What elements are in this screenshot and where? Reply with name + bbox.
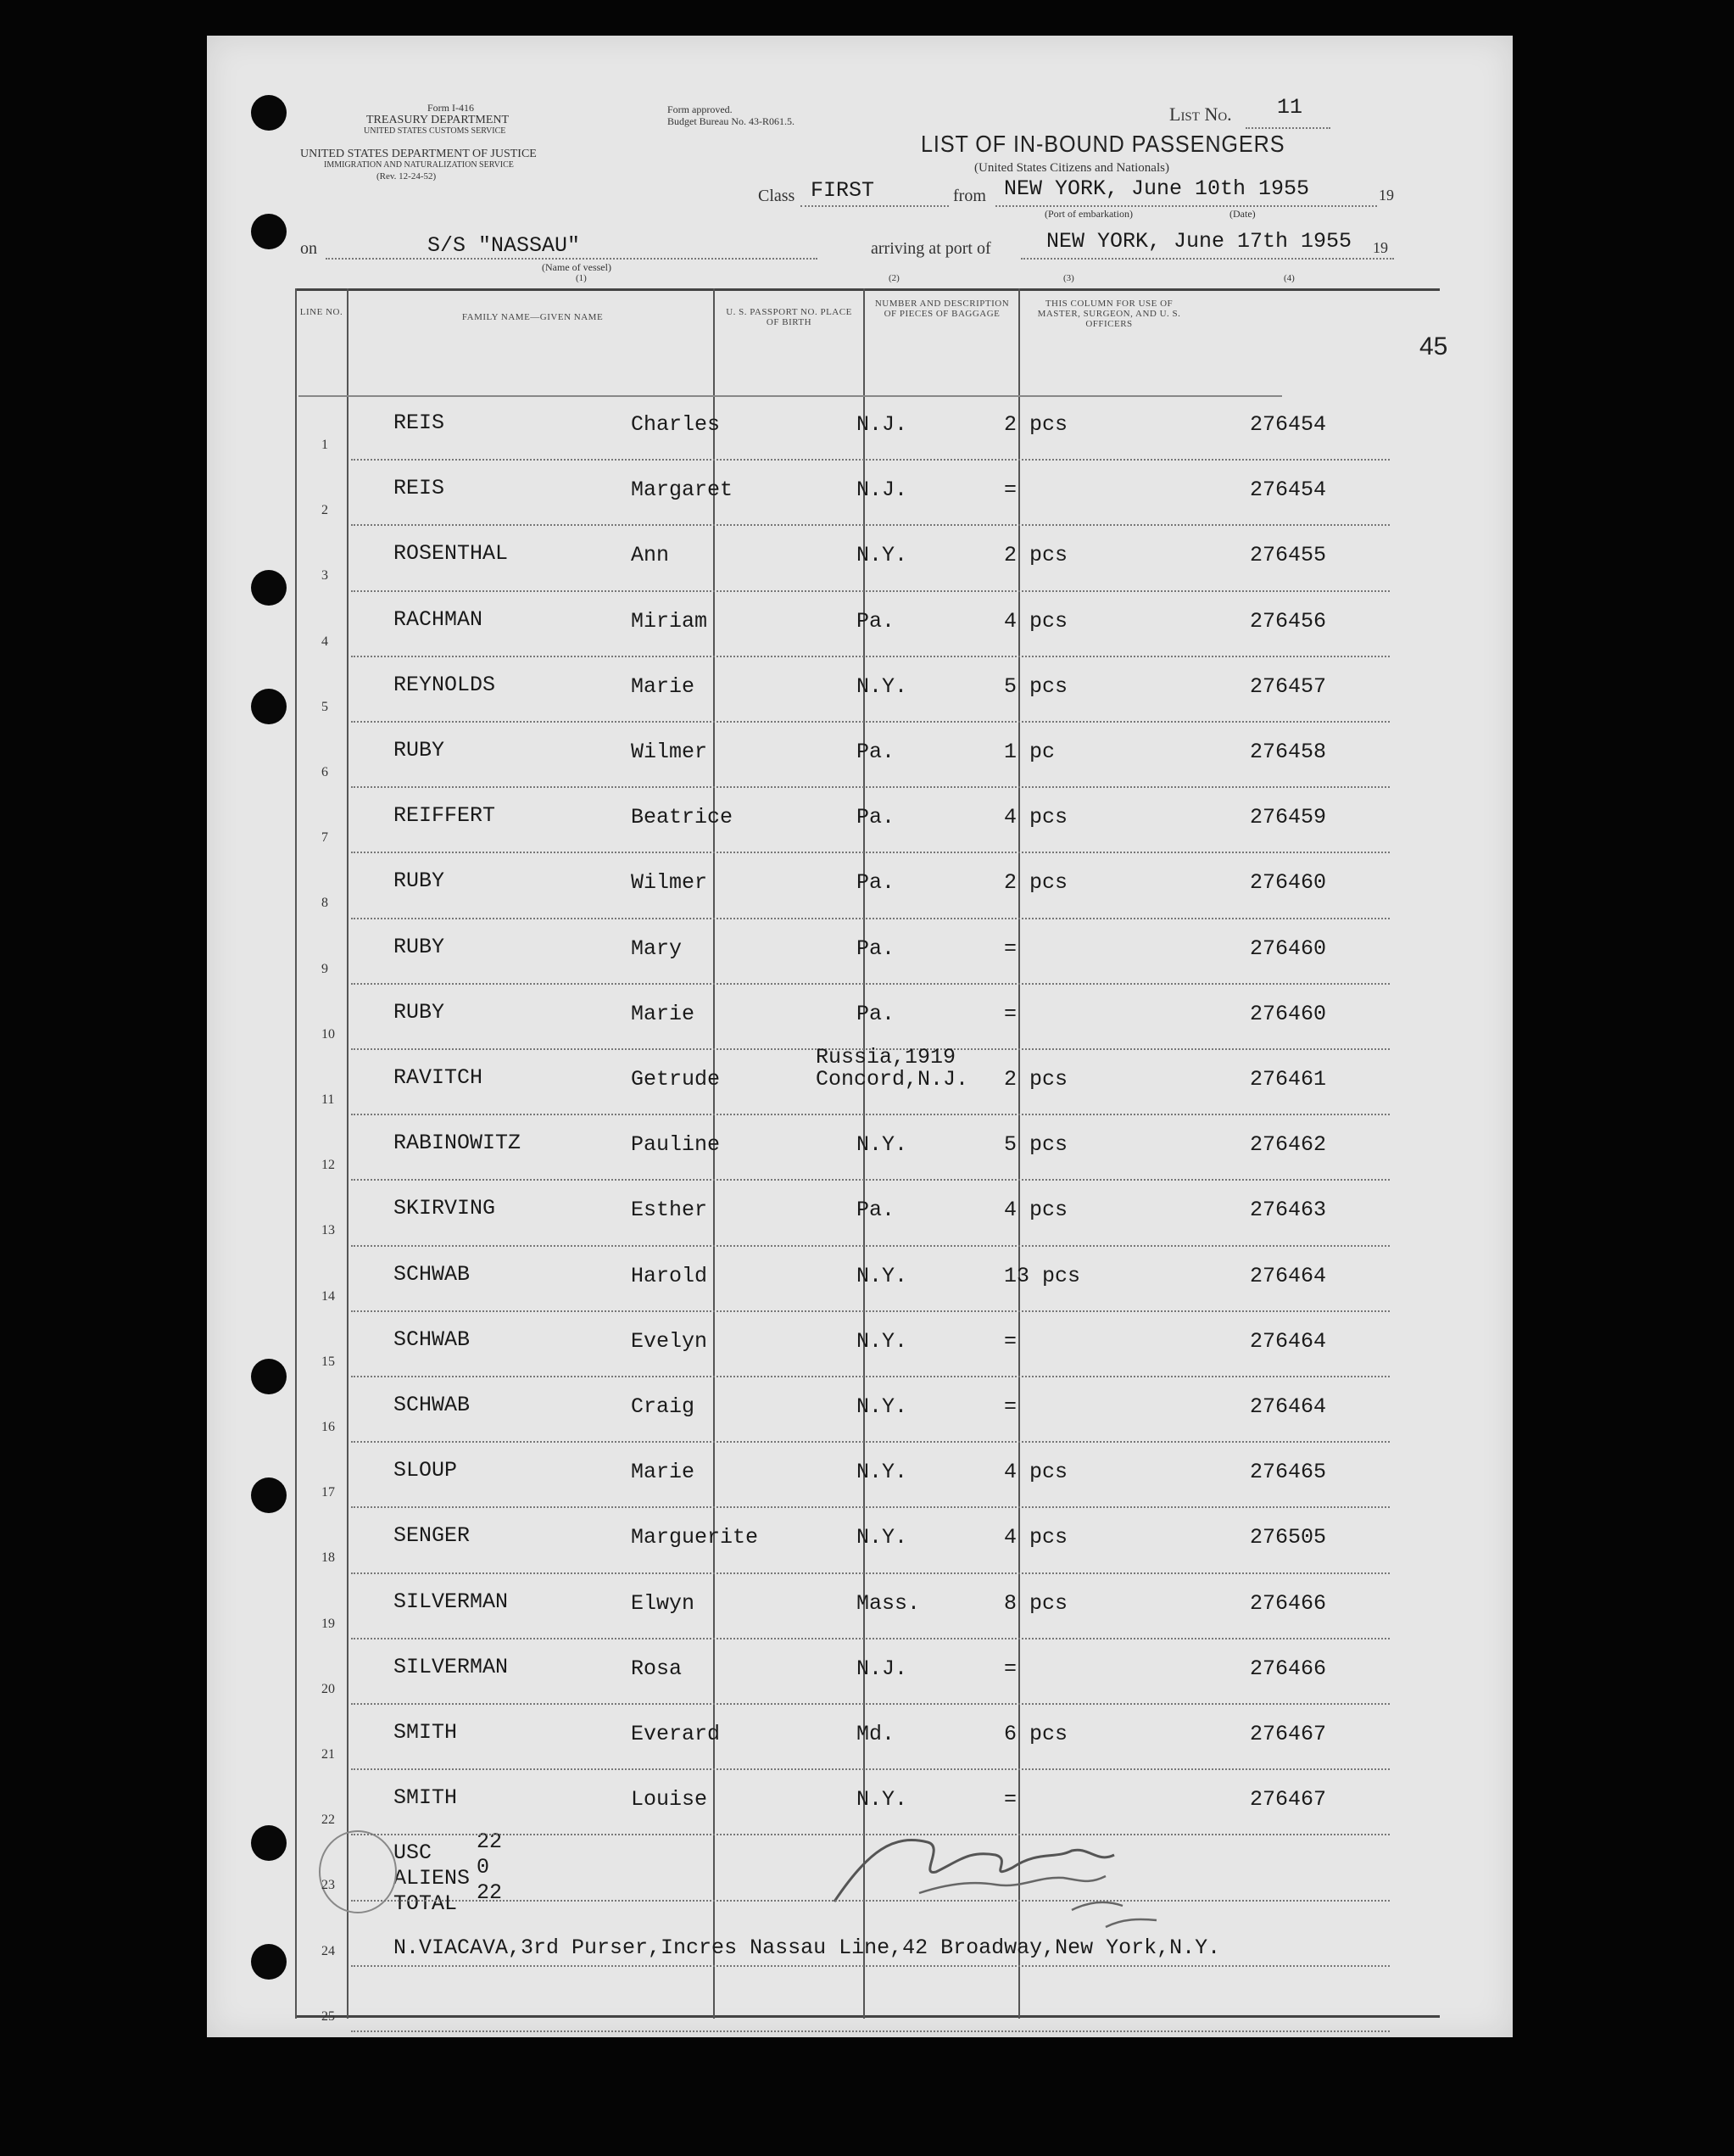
row-line-number: 4 — [321, 634, 328, 649]
row-divider — [351, 1376, 1390, 1377]
given-name: Pauline — [631, 1132, 721, 1158]
date-caption: (Date) — [1229, 208, 1256, 220]
row-line-number: 5 — [321, 699, 328, 714]
given-name: Getrude — [631, 1067, 721, 1092]
revision-label: (Rev. 12-24-52) — [376, 171, 437, 182]
form-approved: Form approved. — [667, 103, 733, 115]
row-line-number: 7 — [321, 830, 328, 846]
baggage: = — [1004, 478, 1018, 503]
given-name: Craig — [631, 1394, 695, 1419]
officer-number: 276457 — [1250, 673, 1327, 699]
baggage: 4 pcs — [1004, 1460, 1068, 1485]
customs-label: UNITED STATES CUSTOMS SERVICE — [364, 126, 506, 136]
total-label: TOTAL — [393, 1891, 458, 1916]
pencil-circle-mark — [309, 1825, 410, 1919]
row-divider — [351, 590, 1390, 592]
birth-place: N.Y. — [856, 1132, 908, 1158]
family-name: SILVERMAN — [393, 1654, 509, 1679]
baggage: 6 pcs — [1004, 1722, 1068, 1746]
birth-place: N.Y. — [856, 1525, 908, 1550]
page-number: 45 — [1419, 332, 1448, 360]
family-name: SENGER — [393, 1523, 471, 1549]
col-header-baggage: NUMBER AND DESCRIPTION OF PIECES OF BAGGAGE — [874, 299, 1010, 319]
given-name: Beatrice — [631, 805, 733, 830]
total-count: 22 — [477, 1880, 503, 1905]
given-name: Everard — [631, 1722, 721, 1746]
given-name: Marie — [631, 673, 695, 699]
officer-number: 276464 — [1250, 1394, 1327, 1419]
from-value: NEW YORK, June 10th 1955 — [1004, 176, 1310, 201]
row-line-number: 17 — [321, 1485, 335, 1500]
col-header-passport: U. S. PASSPORT NO. PLACE OF BIRTH — [726, 307, 852, 327]
row-divider — [351, 1768, 1390, 1770]
birth-place: N.Y. — [856, 673, 908, 699]
row-divider — [351, 524, 1390, 526]
birth-place: Pa. — [856, 1198, 895, 1223]
family-name: RAVITCH — [393, 1065, 483, 1090]
row-divider — [351, 1245, 1390, 1247]
row-divider — [351, 1114, 1390, 1115]
officer-number: 276460 — [1250, 1001, 1327, 1026]
row-line-number: 20 — [321, 1681, 335, 1696]
row-divider — [351, 1506, 1390, 1508]
row-divider — [351, 459, 1390, 461]
family-name: RABINOWITZ — [393, 1131, 521, 1156]
family-name: RACHMAN — [393, 606, 483, 632]
row-divider — [351, 656, 1390, 657]
caption-3: (3) — [1063, 273, 1074, 283]
row-divider — [351, 852, 1390, 853]
row-line-number: 13 — [321, 1223, 335, 1238]
given-name: Ann — [631, 543, 670, 568]
binder-hole — [251, 1944, 287, 1980]
baggage: 4 pcs — [1004, 608, 1068, 634]
class-label: Class — [758, 187, 795, 205]
row-line-number: 24 — [321, 1943, 335, 1958]
purser-line: N.VIACAVA,3rd Purser,Incres Nassau Line,42 Broadway,New York,N.Y. — [393, 1935, 1221, 1960]
col-header-line: LINE NO. — [299, 307, 343, 317]
row-divider — [351, 1965, 1390, 1967]
baggage: 4 pcs — [1004, 1525, 1068, 1550]
officer-number: 276463 — [1250, 1198, 1327, 1223]
given-name: Wilmer — [631, 740, 708, 764]
baggage: 2 pcs — [1004, 412, 1068, 437]
given-name: Harold — [631, 1263, 708, 1288]
birth-place: Pa. — [856, 870, 895, 896]
officer-number: 276455 — [1250, 543, 1327, 568]
row-line-number: 23 — [321, 1878, 335, 1893]
binder-hole — [251, 570, 287, 606]
row-divider — [351, 1638, 1390, 1639]
officer-number: 276505 — [1250, 1525, 1327, 1550]
baggage: 4 pcs — [1004, 1198, 1068, 1223]
row-line-number: 16 — [321, 1420, 335, 1434]
row-line-number: 18 — [321, 1550, 335, 1566]
given-name: Evelyn — [631, 1328, 708, 1354]
baggage: = — [1004, 1787, 1018, 1812]
birth-place-extra: Russia,1919 — [816, 1045, 956, 1070]
family-name: ROSENTHAL — [393, 541, 509, 567]
baggage: 5 pcs — [1004, 1132, 1068, 1158]
form-number: Form I-416 — [427, 102, 474, 114]
given-name: Margaret — [631, 478, 733, 503]
totals-values — [477, 1829, 502, 1906]
baggage: 2 pcs — [1004, 543, 1068, 568]
officer-number: 276466 — [1250, 1656, 1327, 1681]
row-line-number: 14 — [321, 1288, 335, 1304]
binder-hole — [251, 1359, 287, 1394]
officer-number: 276464 — [1250, 1263, 1327, 1288]
officer-number: 276465 — [1250, 1460, 1327, 1485]
officer-number: 276459 — [1250, 805, 1327, 830]
row-line-number: 25 — [321, 2008, 335, 2024]
officer-number: 276460 — [1250, 870, 1327, 896]
birth-place: Pa. — [856, 608, 895, 634]
row-divider — [351, 983, 1390, 985]
officer-signature — [817, 1800, 1207, 1944]
officer-number: 276462 — [1250, 1132, 1327, 1158]
birth-place: Pa. — [856, 805, 895, 830]
birth-place: Mass. — [856, 1590, 921, 1616]
officer-number: 276454 — [1250, 478, 1327, 503]
row-divider — [351, 2030, 1390, 2032]
baggage: 4 pcs — [1004, 805, 1068, 830]
birth-place: N.Y. — [856, 1328, 908, 1354]
birth-place: Pa. — [856, 936, 895, 961]
row-divider — [351, 918, 1390, 919]
family-name: SCHWAB — [393, 1393, 471, 1417]
given-name: Charles — [631, 412, 721, 437]
family-name: SLOUP — [393, 1458, 458, 1483]
arriving-label: arriving at port of — [871, 239, 991, 258]
family-name: SMITH — [393, 1785, 458, 1811]
birth-place: Concord,N.J. — [816, 1067, 969, 1092]
birth-place: N.Y. — [856, 1787, 908, 1812]
baggage: = — [1004, 1001, 1018, 1026]
family-name: SKIRVING — [393, 1196, 496, 1221]
row-line-number: 22 — [321, 1812, 335, 1828]
officer-number: 276467 — [1250, 1722, 1327, 1746]
officer-number: 276467 — [1250, 1787, 1327, 1812]
caption-1: (1) — [576, 273, 587, 283]
row-divider — [351, 1441, 1390, 1443]
row-divider — [351, 1572, 1390, 1574]
arriving-value: NEW YORK, June 17th 1955 — [1046, 229, 1352, 254]
port-caption: (Port of embarkation) — [1045, 208, 1133, 220]
family-name: SCHWAB — [393, 1327, 471, 1352]
family-name: RUBY — [393, 999, 445, 1025]
given-name: Marguerite — [631, 1525, 759, 1550]
birth-place: N.Y. — [856, 1394, 908, 1419]
birth-place: N.Y. — [856, 1263, 908, 1288]
baggage: = — [1004, 1328, 1018, 1354]
given-name: Rosa — [631, 1656, 683, 1681]
binder-hole — [251, 689, 287, 724]
family-name: SCHWAB — [393, 1261, 471, 1287]
binder-hole — [251, 1825, 287, 1861]
binder-hole — [251, 1477, 287, 1513]
birth-place: N.J. — [856, 412, 908, 437]
row-line-number: 19 — [321, 1616, 335, 1631]
row-divider — [351, 1834, 1390, 1835]
officer-number: 276464 — [1250, 1328, 1327, 1354]
birth-place: N.Y. — [856, 543, 908, 568]
caption-2: (2) — [889, 273, 900, 283]
officer-number: 276456 — [1250, 608, 1327, 634]
row-divider — [351, 721, 1390, 723]
aliens-count: 0 — [477, 1855, 490, 1880]
officer-number: 276461 — [1250, 1067, 1327, 1092]
row-line-number: 6 — [321, 765, 328, 779]
row-line-number: 9 — [321, 961, 328, 976]
officer-number: 276458 — [1250, 740, 1327, 764]
row-divider — [351, 786, 1390, 788]
binder-hole — [251, 214, 287, 249]
baggage: = — [1004, 936, 1018, 961]
col-header-name: FAMILY NAME—GIVEN NAME — [461, 312, 604, 322]
from-year: 19 — [1379, 187, 1394, 204]
family-name: SMITH — [393, 1720, 458, 1745]
vessel-name: S/S "NASSAU" — [427, 233, 581, 258]
family-name: REYNOLDS — [393, 672, 496, 697]
baggage: 13 pcs — [1004, 1263, 1081, 1288]
family-name: SILVERMAN — [393, 1589, 509, 1614]
row-line-number: 11 — [321, 1092, 335, 1107]
birth-place: N.Y. — [856, 1460, 908, 1485]
given-name: Louise — [631, 1787, 708, 1812]
row-line-number: 15 — [321, 1354, 335, 1369]
given-name: Mary — [631, 936, 683, 961]
baggage: 8 pcs — [1004, 1590, 1068, 1616]
list-no-value: 11 — [1277, 95, 1303, 120]
vessel-caption: (Name of vessel) — [542, 261, 611, 273]
row-line-number: 8 — [321, 896, 328, 911]
family-name: RUBY — [393, 869, 445, 894]
birth-place: Md. — [856, 1722, 895, 1746]
baggage: 2 pcs — [1004, 870, 1068, 896]
row-divider — [351, 1179, 1390, 1181]
aliens-label: ALIENS — [393, 1866, 471, 1891]
row-line-number: 1 — [321, 438, 328, 452]
from-label: from — [953, 187, 986, 205]
birth-place: N.J. — [856, 1656, 908, 1681]
birth-place: N.J. — [856, 478, 908, 503]
justice-label: UNITED STATES DEPARTMENT OF JUSTICE — [300, 148, 537, 160]
usc-label: USC — [393, 1840, 432, 1865]
page-title: LIST OF IN-BOUND PASSENGERS — [921, 131, 1285, 157]
family-name: REIS — [393, 476, 445, 501]
given-name: Elwyn — [631, 1590, 695, 1616]
arriving-year: 19 — [1373, 239, 1388, 256]
birth-place: Pa. — [856, 1001, 895, 1026]
given-name: Wilmer — [631, 870, 708, 896]
row-line-number: 12 — [321, 1158, 335, 1173]
caption-4: (4) — [1284, 273, 1295, 283]
col-header-officers: THIS COLUMN FOR USE OF MASTER, SURGEON, AND U. S. OFFICERS — [1037, 299, 1181, 329]
baggage: 5 pcs — [1004, 673, 1068, 699]
ins-label: IMMIGRATION AND NATURALIZATION SERVICE — [324, 160, 514, 170]
row-line-number: 3 — [321, 568, 328, 584]
treasury-label: TREASURY DEPARTMENT — [366, 114, 510, 126]
binder-hole — [251, 95, 287, 131]
baggage: 2 pcs — [1004, 1067, 1068, 1092]
family-name: RUBY — [393, 738, 445, 762]
on-label: on — [300, 239, 317, 258]
given-name: Marie — [631, 1001, 695, 1026]
given-name: Miriam — [631, 608, 708, 634]
family-name: REIFFERT — [393, 803, 496, 829]
birth-place: Pa. — [856, 740, 895, 764]
budget-bureau: Budget Bureau No. 43-R061.5. — [667, 115, 795, 127]
manifest-page — [207, 36, 1513, 2037]
page-subtitle: (United States Citizens and Nationals) — [974, 161, 1169, 175]
row-line-number: 21 — [321, 1747, 335, 1762]
row-divider — [351, 1310, 1390, 1312]
given-name: Marie — [631, 1460, 695, 1485]
baggage: = — [1004, 1656, 1018, 1681]
class-value: FIRST — [811, 178, 875, 203]
row-divider — [351, 1703, 1390, 1705]
usc-count: 22 — [477, 1829, 503, 1854]
baggage: 1 pc — [1004, 740, 1056, 764]
officer-number: 276466 — [1250, 1590, 1327, 1616]
given-name: Esther — [631, 1198, 708, 1223]
officer-number: 276460 — [1250, 936, 1327, 961]
row-line-number: 2 — [321, 503, 328, 518]
baggage: = — [1004, 1394, 1018, 1419]
family-name: REIS — [393, 411, 445, 435]
list-no-label: List No. — [1169, 103, 1232, 125]
row-line-number: 10 — [321, 1026, 335, 1042]
family-name: RUBY — [393, 934, 445, 959]
row-divider — [351, 1900, 1390, 1902]
officer-number: 276454 — [1250, 412, 1327, 437]
